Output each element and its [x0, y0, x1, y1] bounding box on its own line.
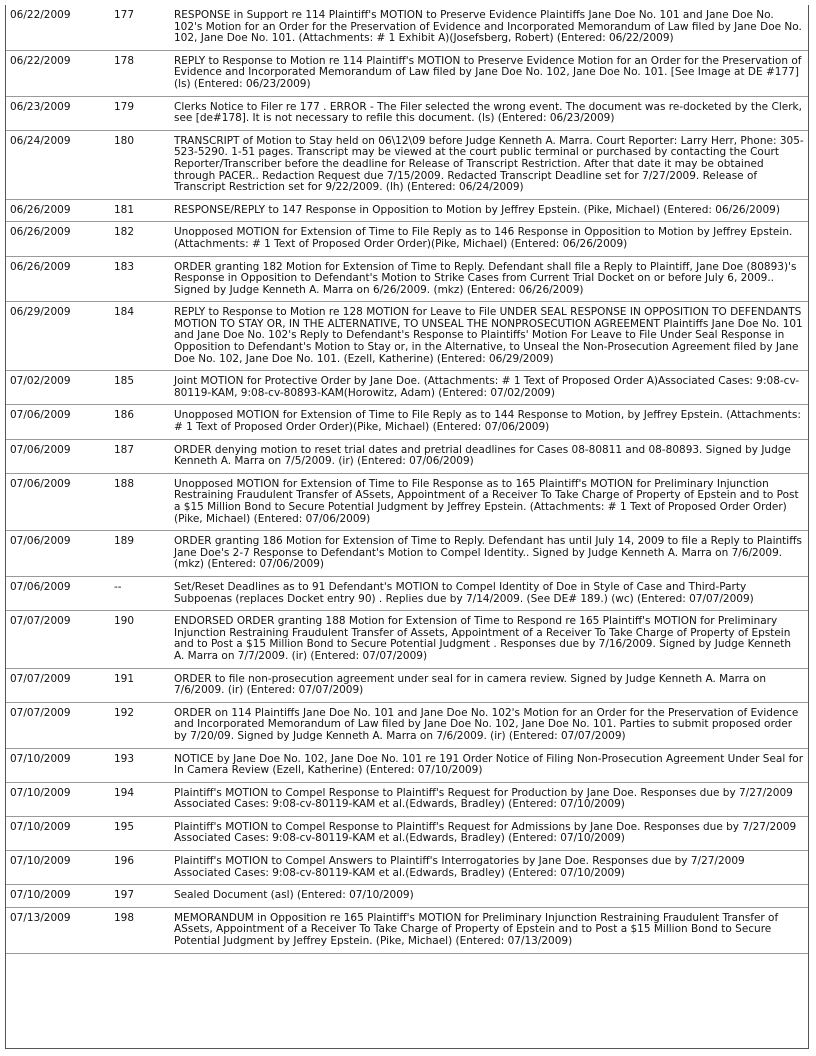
docket-entry — [6, 531, 808, 577]
entry-text: ORDER to file non-prosecution agreement under seal for in camera review. Signed by Judge Kenneth A. Marra on 7/6/2009. (ir) (Entered: 07/07/2009) — [170, 668, 808, 702]
entry-text: ORDER granting 186 Motion for Extension of Time to Reply. Defendant has until July 14, 2009 to file a Reply to Plaintiffs Jane Doe's 2-7 Response to Defendant's Motion to Compel Identity.. Signed by Judge Kenneth A. Marra on 7/6/2009. (mkz) (Entered: 07/06/2009) — [170, 531, 808, 577]
entry-date: 06/22/2009 — [6, 50, 110, 96]
docket-entry — [6, 668, 808, 702]
docket-entry — [6, 816, 808, 850]
entry-text: TRANSCRIPT of Motion to Stay held on 06\12\09 before Judge Kenneth A. Marra. Court Reporter: Larry Herr, Phone: 305-523-5290. 1-51 pages. Transcript may be viewed at the court public terminal or purchased by contacting the Court Reporter/Transcriber before the deadline for Release of Transcript Restriction. After that date it may be obtained through PACER.. Redaction Request due 7/15/2009. Redacted Transcript Deadline set for 7/27/2009. Release of Transcript Restriction set for 9/22/2009. (lh) (Entered: 06/24/2009) — [170, 130, 808, 199]
entry-date: 06/26/2009 — [6, 256, 110, 302]
entry-text: Sealed Document (asl) (Entered: 07/10/2009) — [170, 885, 808, 908]
entry-date: 07/06/2009 — [6, 439, 110, 473]
entry-date: 07/07/2009 — [6, 702, 110, 748]
docket-entry — [6, 302, 808, 371]
docket-entry — [6, 611, 808, 668]
entry-date: 06/23/2009 — [6, 96, 110, 130]
entry-number: 188 — [110, 473, 170, 530]
entry-date: 07/10/2009 — [6, 782, 110, 816]
entry-text: Set/Reset Deadlines as to 91 Defendant's MOTION to Compel Identity of Doe in Style of Case and Third-Party Subpoenas (replaces Docket entry 90) . Replies due by 7/14/2009. (See DE# 189.) (wc) (Entered: 07/07/2009) — [170, 576, 808, 610]
entry-text: RESPONSE/REPLY to 147 Response in Opposition to Motion by Jeffrey Epstein. (Pike, Michael) (Entered: 06/26/2009) — [170, 199, 808, 222]
entry-date: 07/06/2009 — [6, 473, 110, 530]
entry-date: 07/13/2009 — [6, 907, 110, 953]
entry-date: 06/26/2009 — [6, 222, 110, 256]
entry-number: 197 — [110, 885, 170, 908]
entry-text: RESPONSE in Support re 114 Plaintiff's MOTION to Preserve Evidence Plaintiffs Jane Doe No. 101 and Jane Doe No. 102's Motion for an Order for the Preservation of Evidence and Incorporated Memorandum of Law filed by Jane Doe No. 102, Jane Doe No. 101. (Attachments: # 1 Exhibit A)(Josefsberg, Robert) (Entered: 06/22/2009) — [170, 5, 808, 50]
entry-number: 179 — [110, 96, 170, 130]
entry-text: MEMORANDUM in Opposition re 165 Plaintiff's MOTION for Preliminary Injunction Restraining Fraudulent Transfer of ASsets, Appointment of a Receiver To Take Charge of Property of Epstein and to Post a $15 Million Bond to Secure Potential Judgment by Jeffrey Epstein. (Pike, Michael) (Entered: 07/13/2009) — [170, 907, 808, 953]
docket-entry — [6, 576, 808, 610]
docket-entry — [6, 907, 808, 953]
entry-number: 187 — [110, 439, 170, 473]
entry-text: Plaintiff's MOTION to Compel Answers to Plaintiff's Interrogatories by Jane Doe. Responses due by 7/27/2009 Associated Cases: 9:08-cv-80119-KAM et al.(Edwards, Bradley) (Entered: 07/10/2009) — [170, 851, 808, 885]
entry-text: ENDORSED ORDER granting 188 Motion for Extension of Time to Respond re 165 Plaintiff's MOTION for Preliminary Injunction Restraining Fraudulent Transfer of Assets, Appointment of a Receiver To Take Charge of Property of Epstein and to Post a $15 Million Bond to Secure Potential Judgment . Responses due by 7/16/2009. Signed by Judge Kenneth A. Marra on 7/7/2009. (ir) (Entered: 07/07/2009) — [170, 611, 808, 668]
entry-date: 07/07/2009 — [6, 611, 110, 668]
docket-entry — [6, 199, 808, 222]
entry-number: 192 — [110, 702, 170, 748]
docket-entry — [6, 256, 808, 302]
entry-number: 189 — [110, 531, 170, 577]
entry-date: 07/06/2009 — [6, 531, 110, 577]
entry-date: 07/10/2009 — [6, 816, 110, 850]
entry-date: 07/06/2009 — [6, 405, 110, 439]
entry-number: 177 — [110, 5, 170, 50]
entry-text: REPLY to Response to Motion re 114 Plaintiff's MOTION to Preserve Evidence Motion for an Order for the Preservation of Evidence and Incorporated Memorandum of Law filed by Jane Doe No. 102, Jane Doe No. 101. [See Image at DE #177] (ls) (Entered: 06/23/2009) — [170, 50, 808, 96]
entry-text: Plaintiff's MOTION to Compel Response to Plaintiff's Request for Production by Jane Doe. Responses due by 7/27/2009 Associated Cases: 9:08-cv-80119-KAM et al.(Edwards, Bradley) (Entered: 07/10/2009) — [170, 782, 808, 816]
docket-entry — [6, 222, 808, 256]
entry-number: 198 — [110, 907, 170, 953]
entry-date: 06/22/2009 — [6, 5, 110, 50]
entry-text: ORDER on 114 Plaintiffs Jane Doe No. 101 and Jane Doe No. 102's Motion for an Order for the Preservation of Evidence and Incorporated Memorandum of Law filed by Jane Doe No. 102, Jane Doe No. 101. Parties to submit proposed order by 7/20/09. Signed by Judge Kenneth A. Marra on 7/6/2009. (ir) (Entered: 07/07/2009) — [170, 702, 808, 748]
entry-number: 181 — [110, 199, 170, 222]
entry-number: 185 — [110, 371, 170, 405]
entry-number: 178 — [110, 50, 170, 96]
entry-date: 07/02/2009 — [6, 371, 110, 405]
entry-text: Plaintiff's MOTION to Compel Response to Plaintiff's Request for Admissions by Jane Doe. Responses due by 7/27/2009 Associated Cases: 9:08-cv-80119-KAM et al.(Edwards, Bradley) (Entered: 07/10/2009) — [170, 816, 808, 850]
entry-number: 193 — [110, 748, 170, 782]
docket-table — [6, 5, 808, 954]
entry-date: 07/10/2009 — [6, 748, 110, 782]
entry-date: 07/10/2009 — [6, 885, 110, 908]
docket-entry — [6, 405, 808, 439]
docket-entry — [6, 748, 808, 782]
docket-entry — [6, 130, 808, 199]
entry-text: Joint MOTION for Protective Order by Jane Doe. (Attachments: # 1 Text of Proposed Order A)Associated Cases: 9:08-cv-80119-KAM, 9:08-cv-80893-KAM(Horowitz, Adam) (Entered: 07/02/2009) — [170, 371, 808, 405]
entry-date: 06/29/2009 — [6, 302, 110, 371]
entry-number: 186 — [110, 405, 170, 439]
entry-date: 06/24/2009 — [6, 130, 110, 199]
entry-text: Clerks Notice to Filer re 177 . ERROR - The Filer selected the wrong event. The document was re-docketed by the Clerk, see [de#178]. It is not necessary to refile this document. (ls) (Entered: 06/23/2009) — [170, 96, 808, 130]
entry-number: 195 — [110, 816, 170, 850]
entry-number: -- — [110, 576, 170, 610]
docket-sheet — [5, 5, 809, 1049]
entry-text: ORDER granting 182 Motion for Extension of Time to Reply. Defendant shall file a Reply to Plaintiff, Jane Doe (80893)'s Response in Opposition to Defendant's Motion to Strike Cases from Current Trial Docket on or before July 6, 2009.. Signed by Judge Kenneth A. Marra on 6/26/2009. (mkz) (Entered: 06/26/2009) — [170, 256, 808, 302]
entry-number: 194 — [110, 782, 170, 816]
docket-entry — [6, 50, 808, 96]
entry-text: REPLY to Response to Motion re 128 MOTION for Leave to File UNDER SEAL RESPONSE IN OPPOSITION TO DEFENDANTS MOTION TO STAY OR, IN THE ALTERNATIVE, TO UNSEAL THE NONPROSECUTION AGREEMENT Plaintiffs Jane Doe No. 101 and Jane Doe No. 102's Reply to Defendant's Response to Plaintiffs' Motion For Leave to File Under Seal Response in Opposition to Defendant's Motion to Stay or, in the Alternative, to Unseal the Non-Prosecution Agreement filed by Jane Doe No. 102, Jane Doe No. 101. (Ezell, Katherine) (Entered: 06/29/2009) — [170, 302, 808, 371]
entry-text: NOTICE by Jane Doe No. 102, Jane Doe No. 101 re 191 Order Notice of Filing Non-Prosecution Agreement Under Seal for In Camera Review (Ezell, Katherine) (Entered: 07/10/2009) — [170, 748, 808, 782]
entry-date: 07/06/2009 — [6, 576, 110, 610]
docket-entry — [6, 439, 808, 473]
entry-number: 190 — [110, 611, 170, 668]
docket-entry — [6, 885, 808, 908]
entry-number: 196 — [110, 851, 170, 885]
docket-entry — [6, 702, 808, 748]
entry-text: Unopposed MOTION for Extension of Time to File Response as to 165 Plaintiff's MOTION for Preliminary Injunction Restraining Fraudulent Transfer of ASsets, Appointment of a Receiver To Take Charge of Property of Epstein and to Post a $15 Million Bond to Secure Potential Judgment by Jeffrey Epstein. (Attachments: # 1 Text of Proposed Order Order)(Pike, Michael) (Entered: 07/06/2009) — [170, 473, 808, 530]
docket-entry — [6, 473, 808, 530]
entry-date: 06/26/2009 — [6, 199, 110, 222]
entry-number: 180 — [110, 130, 170, 199]
docket-entry — [6, 5, 808, 50]
entry-date: 07/07/2009 — [6, 668, 110, 702]
entry-text: ORDER denying motion to reset trial dates and pretrial deadlines for Cases 08-80811 and 08-80893. Signed by Judge Kenneth A. Marra on 7/5/2009. (ir) (Entered: 07/06/2009) — [170, 439, 808, 473]
entry-number: 182 — [110, 222, 170, 256]
docket-entry — [6, 371, 808, 405]
entry-text: Unopposed MOTION for Extension of Time to File Reply as to 144 Response to Motion, by Jeffrey Epstein. (Attachments: # 1 Text of Proposed Order Order)(Pike, Michael) (Entered: 07/06/2009) — [170, 405, 808, 439]
entry-number: 184 — [110, 302, 170, 371]
entry-date: 07/10/2009 — [6, 851, 110, 885]
docket-entry — [6, 851, 808, 885]
docket-entry — [6, 782, 808, 816]
entry-text: Unopposed MOTION for Extension of Time to File Reply as to 146 Response in Opposition to Motion by Jeffrey Epstein. (Attachments: # 1 Text of Proposed Order Order)(Pike, Michael) (Entered: 06/26/2009) — [170, 222, 808, 256]
entry-number: 191 — [110, 668, 170, 702]
entry-number: 183 — [110, 256, 170, 302]
docket-entry — [6, 96, 808, 130]
